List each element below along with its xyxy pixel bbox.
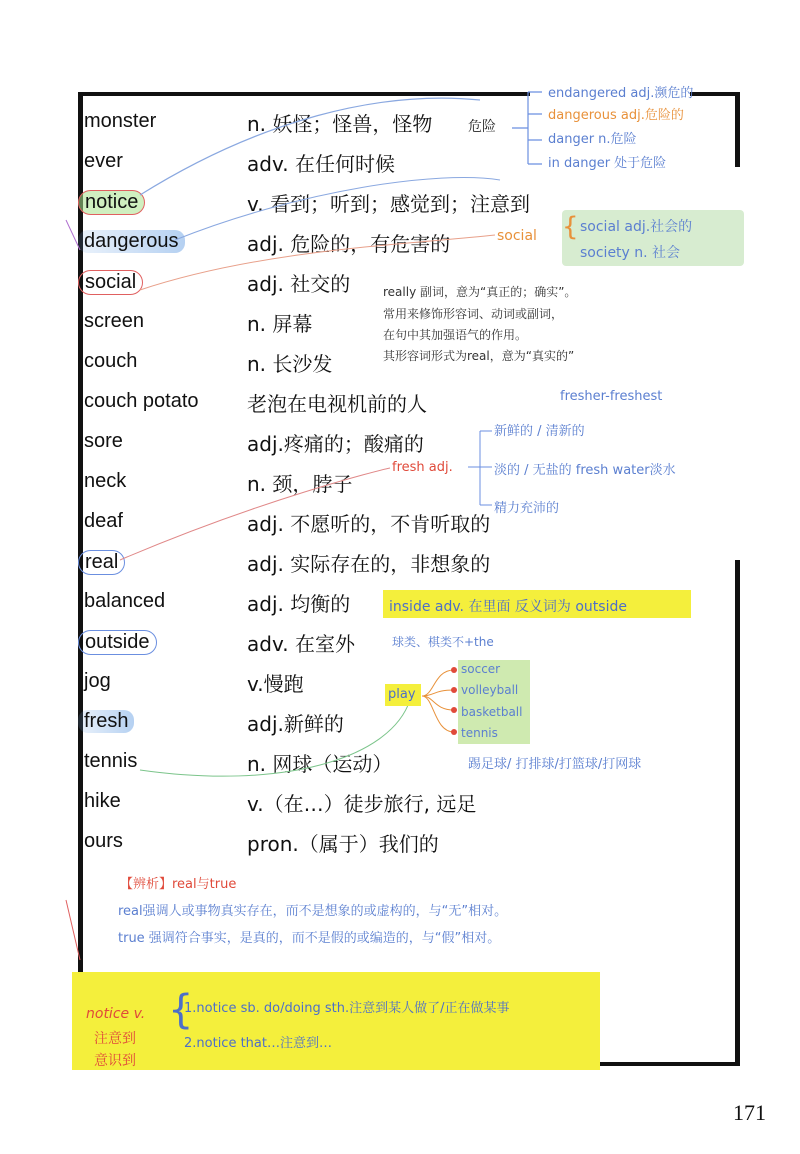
fresh-comparative: fresher-freshest: [560, 389, 663, 404]
social-connector: [140, 235, 495, 290]
brace-icon: {: [562, 212, 579, 242]
vocab-definition: n. 屏幕: [247, 312, 313, 336]
fresh-note-label: fresh adj.: [392, 460, 453, 475]
margin-mark: [66, 900, 80, 960]
vocab-definition: adj. 不愿听的，不肯听取的: [247, 512, 491, 536]
vocab-word: hike: [84, 790, 121, 812]
vocab-definition: adv. 在任何时候: [247, 152, 395, 176]
vocab-definition: v.慢跑: [247, 672, 304, 696]
play-item: volleyball: [461, 683, 519, 697]
play-note-label: play: [388, 687, 416, 702]
vocab-word: balanced: [84, 590, 166, 612]
vocab-word: sore: [84, 430, 123, 452]
notice-usage: 2.notice that…注意到…: [184, 1036, 332, 1051]
play-branches: [420, 660, 462, 746]
vocab-definition: adj. 均衡的: [247, 592, 351, 616]
vocab-definition: adj. 实际存在的，非想象的: [247, 552, 491, 576]
vocab-word: notice: [78, 190, 145, 215]
analysis-line: real强调人或事物真实存在，而不是想象的或虚构的，与“无”相对。: [118, 904, 508, 919]
vocab-definition: pron.（属于）我们的: [247, 832, 439, 856]
vocab-definition: n. 长沙发: [247, 352, 333, 376]
notice-usage: 1.notice sb. do/doing sth.注意到某人做了/正在做某事: [184, 1001, 510, 1016]
vocab-definition: adj.疼痛的；酸痛的: [247, 432, 424, 456]
vocab-definition: adj. 社交的: [247, 272, 351, 296]
inside-note: inside adv. 在里面 反义词为 outside: [389, 599, 627, 615]
notice-connector: [140, 98, 480, 195]
vocab-definition: adv. 在室外: [247, 632, 355, 656]
social-item: society n. 社会: [580, 245, 681, 261]
really-note-line: really 副词，意为“真正的；确实”。: [383, 285, 577, 299]
vocab-word: fresh: [78, 710, 134, 733]
vocab-word: ever: [84, 150, 123, 172]
notice-box-head: 意识到: [94, 1053, 136, 1069]
fresh-brace: [466, 425, 496, 515]
vocab-word: ours: [84, 830, 123, 852]
vocab-word: deaf: [84, 510, 123, 532]
vocab-word: couch potato: [84, 390, 199, 412]
vocab-definition: 老泡在电视机前的人: [247, 392, 427, 416]
really-note-line: 常用来修饰形容词、动词或副词，: [383, 307, 564, 321]
analysis-title: 【辨析】real与true: [120, 877, 237, 892]
tennis-connector: [140, 700, 410, 776]
fresh-meaning: 淡的 / 无盐的 fresh water淡水: [494, 463, 676, 478]
vocab-word: jog: [84, 670, 111, 692]
play-item: soccer: [461, 662, 501, 676]
danger-brace: [510, 86, 550, 166]
danger-item: danger n.危险: [548, 132, 637, 147]
vocab-definition: adj.新鲜的: [247, 712, 344, 736]
notice-box: [72, 972, 600, 1070]
vocab-definition: adj. 危险的，有危害的: [247, 232, 451, 256]
vocab-word: social: [78, 270, 143, 295]
play-note-footer: 踢足球/ 打排球/打篮球/打网球: [468, 757, 642, 772]
dangerous-connector: [175, 178, 500, 241]
danger-note-label: 危险: [468, 119, 496, 135]
social-note-label: social: [497, 228, 537, 244]
vocab-word: neck: [84, 470, 127, 492]
vocab-word: monster: [84, 110, 157, 132]
vocab-definition: v. 看到；听到；感觉到；注意到: [247, 192, 530, 216]
analysis-line: true 强调符合事实，是真的，而不是假的或编造的，与“假”相对。: [118, 931, 501, 946]
vocab-word: real: [78, 550, 125, 575]
notice-box-head: 注意到: [94, 1031, 136, 1047]
vocab-definition: n. 颈，脖子: [247, 472, 353, 496]
play-item: tennis: [461, 726, 498, 740]
brace-icon: {: [168, 987, 194, 1033]
social-item: social adj.社会的: [580, 219, 693, 235]
margin-mark: [66, 220, 80, 250]
vocab-word: tennis: [84, 750, 138, 772]
fresh-meaning: 新鲜的 / 清新的: [494, 424, 585, 439]
page-number: 171: [733, 1100, 766, 1125]
danger-item: dangerous adj.危险的: [548, 108, 684, 123]
play-item: basketball: [461, 705, 523, 719]
vocab-word: couch: [84, 350, 138, 372]
danger-item: in danger 处于危险: [548, 156, 667, 171]
really-note-line: 其形容词形式为real，意为“真实的”: [383, 349, 575, 363]
vocab-definition: n. 网球（运动）: [247, 752, 393, 776]
vocab-word: outside: [78, 630, 157, 655]
really-note-line: 在句中其加强语气的作用。: [383, 328, 528, 342]
danger-item: endangered adj.濒危的: [548, 86, 694, 101]
notice-box-head: notice v.: [86, 1006, 146, 1022]
fresh-connector: [120, 468, 390, 560]
fresh-meaning: 精力充沛的: [494, 501, 560, 516]
play-note-header: 球类、棋类不+the: [392, 635, 494, 649]
vocab-word: screen: [84, 310, 145, 332]
vocab-definition: v.（在…）徒步旅行, 远足: [247, 792, 477, 816]
vocab-word: dangerous: [78, 230, 185, 253]
vocab-definition: n. 妖怪；怪兽，怪物: [247, 112, 433, 136]
